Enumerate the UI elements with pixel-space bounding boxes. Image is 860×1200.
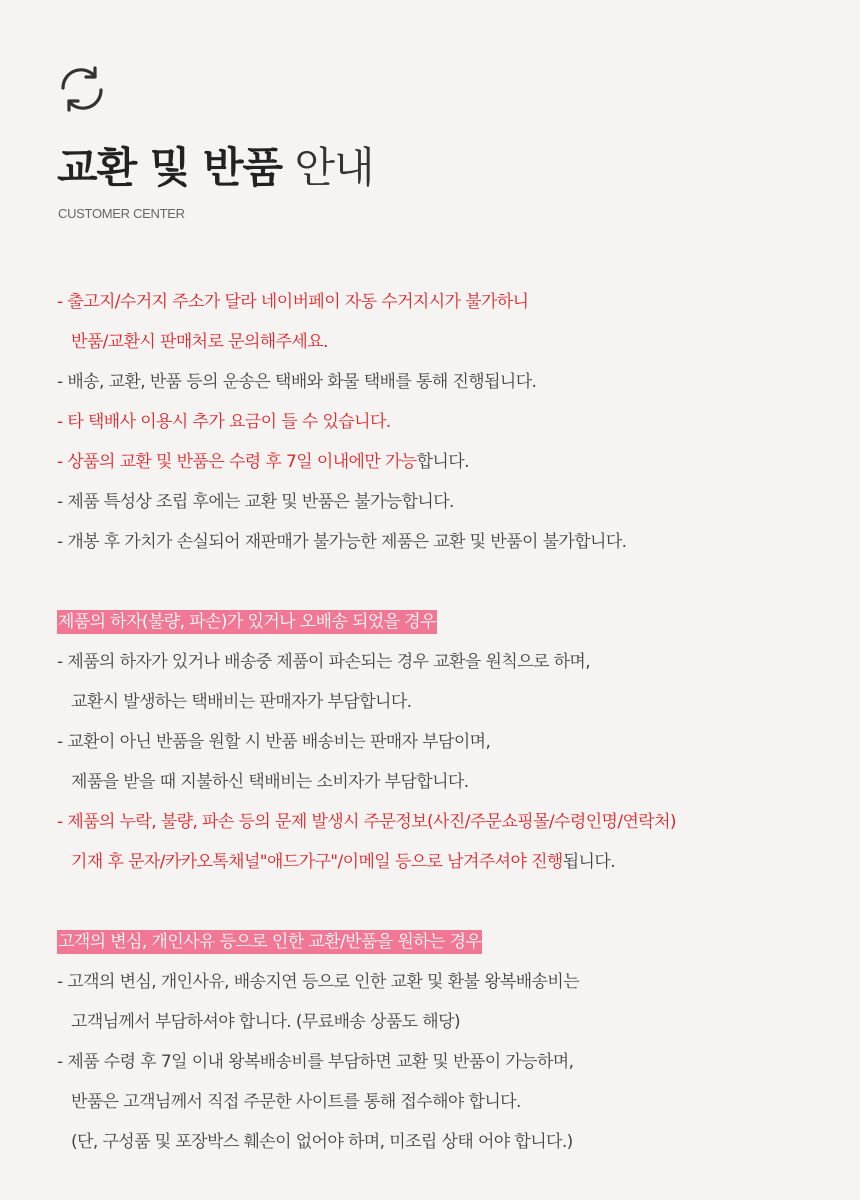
notice-line-2: 반품/교환시 판매처로 문의해주세요. [71,332,328,352]
change-of-mind-section-title: 고객의 변심, 개인사유 등으로 인한 교환/반품을 원하는 경우 [58,932,482,952]
change-of-mind-line-1: - 고객의 변심, 개인사유, 배송지연 등으로 인한 교환 및 환불 왕복배송비는 [57,972,580,992]
change-of-mind-line-2: 고객님께서 부담하셔야 합니다. (무료배송 상품도 해당) [71,1012,460,1032]
notice-line-7: - 개봉 후 가치가 손실되어 재판매가 불가능한 제품은 교환 및 반품이 불가합니다. [57,532,627,552]
defect-line-6-rest: 됩니다. [562,852,616,872]
defect-line-3: - 교환이 아닌 반품을 원할 시 반품 배송비는 판매자 부담이며, [57,732,491,752]
defect-line-6-highlight: 기재 후 문자/카카오톡채널"애드가구"/이메일 등으로 남겨주셔야 진행 [71,852,563,872]
notice-line-5-rest: 합니다. [416,452,469,472]
notice-line-3: - 배송, 교환, 반품 등의 운송은 택배와 화물 택배를 통해 진행됩니다. [57,372,537,392]
change-of-mind-line-5: (단, 구성품 및 포장박스 훼손이 없어야 하며, 미조립 상태 어야 합니다.) [71,1132,573,1152]
defect-line-5: - 제품의 누락, 불량, 파손 등의 문제 발생시 주문정보(사진/주문쇼핑몰/수령인명/연락처) [57,812,676,832]
change-of-mind-line-4: 반품은 고객님께서 직접 주문한 사이트를 통해 접수해야 합니다. [71,1092,521,1112]
defect-line-4: 제품을 받을 때 지불하신 택배비는 소비자가 부담합니다. [71,772,469,792]
notice-line-6: - 제품 특성상 조립 후에는 교환 및 반품은 불가능합니다. [57,492,454,512]
page-title-light: 안내 [294,143,374,192]
change-of-mind-line-3: - 제품 수령 후 7일 이내 왕복배송비를 부담하면 교환 및 반품이 가능하며, [57,1052,574,1072]
defect-section-title: 제품의 하자(불량, 파손)가 있거나 오배송 되었을 경우 [58,612,436,632]
refresh-icon [57,64,107,114]
page-title [57,138,374,198]
defect-line-2: 교환시 발생하는 택배비는 판매자가 부담합니다. [71,692,412,712]
page-title-bold: 교환 및 반품 [57,143,283,192]
guide-content [57,282,837,1162]
defect-line-1: - 제품의 하자가 있거나 배송중 제품이 파손되는 경우 교환을 원칙으로 하며, [57,652,591,672]
defect-line-6 [57,842,837,882]
notice-line-1: - 출고지/수거지 주소가 달라 네이버페이 자동 수거지시가 불가하니 [57,292,529,312]
page-subtitle: CUSTOMER CENTER [58,206,185,221]
notice-line-5-highlight: - 상품의 교환 및 반품은 수령 후 7일 이내에만 가능 [57,452,417,472]
notice-line-5 [57,442,837,482]
notice-line-4: - 타 택배사 이용시 추가 요금이 들 수 있습니다. [57,412,391,432]
